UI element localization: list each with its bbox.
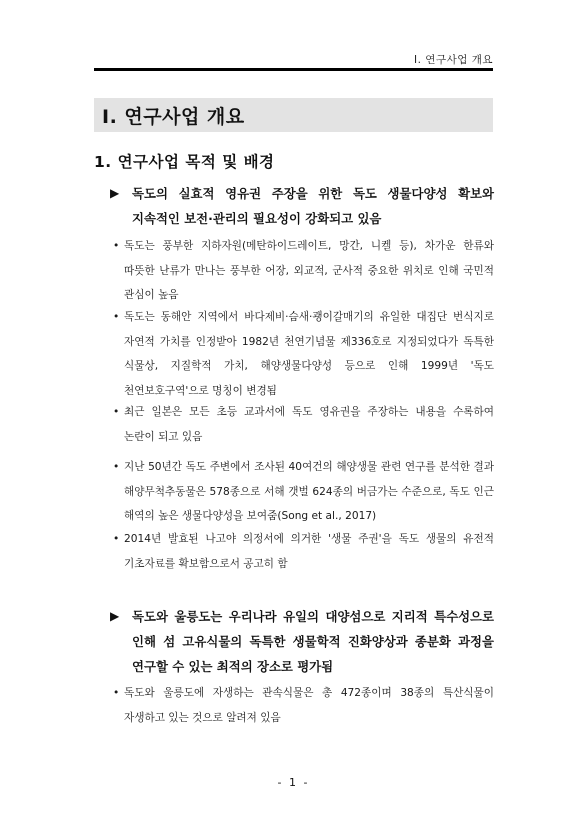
- list-item: [110, 400, 494, 449]
- list-item: [110, 455, 494, 529]
- chapter-title: Ⅰ. 연구사업 개요: [102, 106, 245, 128]
- section-title: 1. 연구사업 목적 및 배경: [94, 153, 275, 171]
- list-item: [110, 681, 494, 730]
- bullet-dot-icon: •: [113, 406, 120, 418]
- list-item: [110, 234, 494, 308]
- triangle-bullet-icon: ▶: [110, 609, 120, 623]
- page-number: - 1 -: [277, 776, 310, 789]
- bullet-dot-icon: •: [113, 461, 120, 473]
- bullet-dot-icon: •: [113, 311, 120, 323]
- list-item: [110, 527, 494, 576]
- bullet-dot-icon: •: [113, 533, 120, 545]
- bullet-dot-icon: •: [113, 687, 120, 699]
- triangle-bullet-icon: ▶: [110, 186, 120, 200]
- list-item-text: 독도는 동해안 지역에서 바다제비·슴새·괭이갈매기의 유일한 대집단 번식지로 자연적 가치를 인정받아 1982년 천연기념물 제336호로 지정되었다가 독특한 식물상, 지질학적 가치, 해양생물다양성 등으로 인해 1999년 '독도 천연보호구역'으로 명칭이 변경됨: [124, 311, 494, 397]
- list-item-text: 최근 일본은 모든 초등 교과서에 독도 영유권을 주장하는 내용을 수록하여 논란이 되고 있음: [124, 406, 494, 443]
- key-point-text: 독도와 울릉도는 우리나라 유일의 대양섬으로 지리적 특수성으로 인해 섬 고유식물의 독특한 생물학적 진화양상과 종분화 과정을 연구할 수 있는 최적의 장소로 평가됨: [132, 609, 494, 674]
- bullet-dot-icon: •: [113, 240, 120, 252]
- header-rule: [94, 68, 493, 71]
- key-point: [110, 604, 494, 679]
- list-item-text: 지난 50년간 독도 주변에서 조사된 40여건의 해양생물 관련 연구를 분석한 결과 해양무척추동물은 578종으로 서해 갯벌 624종의 버금가는 수준으로, 독도 인근 해역의 높은 생물다양성을 보여줌(Song et al., 2017): [124, 461, 494, 522]
- list-item: [110, 305, 494, 403]
- chapter-box: [94, 98, 493, 132]
- key-point: [110, 181, 494, 231]
- list-item-text: 2014년 발효된 나고야 의정서에 의거한 '생물 주권'을 독도 생물의 유전적 기초자료를 확보함으로서 공고히 함: [124, 533, 494, 570]
- key-point-text: 독도의 실효적 영유권 주장을 위한 독도 생물다양성 확보와 지속적인 보전·관리의 필요성이 강화되고 있음: [132, 186, 494, 226]
- running-header: Ⅰ. 연구사업 개요: [414, 54, 493, 66]
- list-item-text: 독도와 울릉도에 자생하는 관속식물은 총 472종이며 38종의 특산식물이 자생하고 있는 것으로 알려져 있음: [124, 687, 494, 724]
- list-item-text: 독도는 풍부한 지하자원(메탄하이드레이트, 망간, 니켈 등), 차가운 한류와 따뜻한 난류가 만나는 풍부한 어장, 외교적, 군사적 중요한 위치로 인해 국민적 관심이 높음: [124, 240, 494, 301]
